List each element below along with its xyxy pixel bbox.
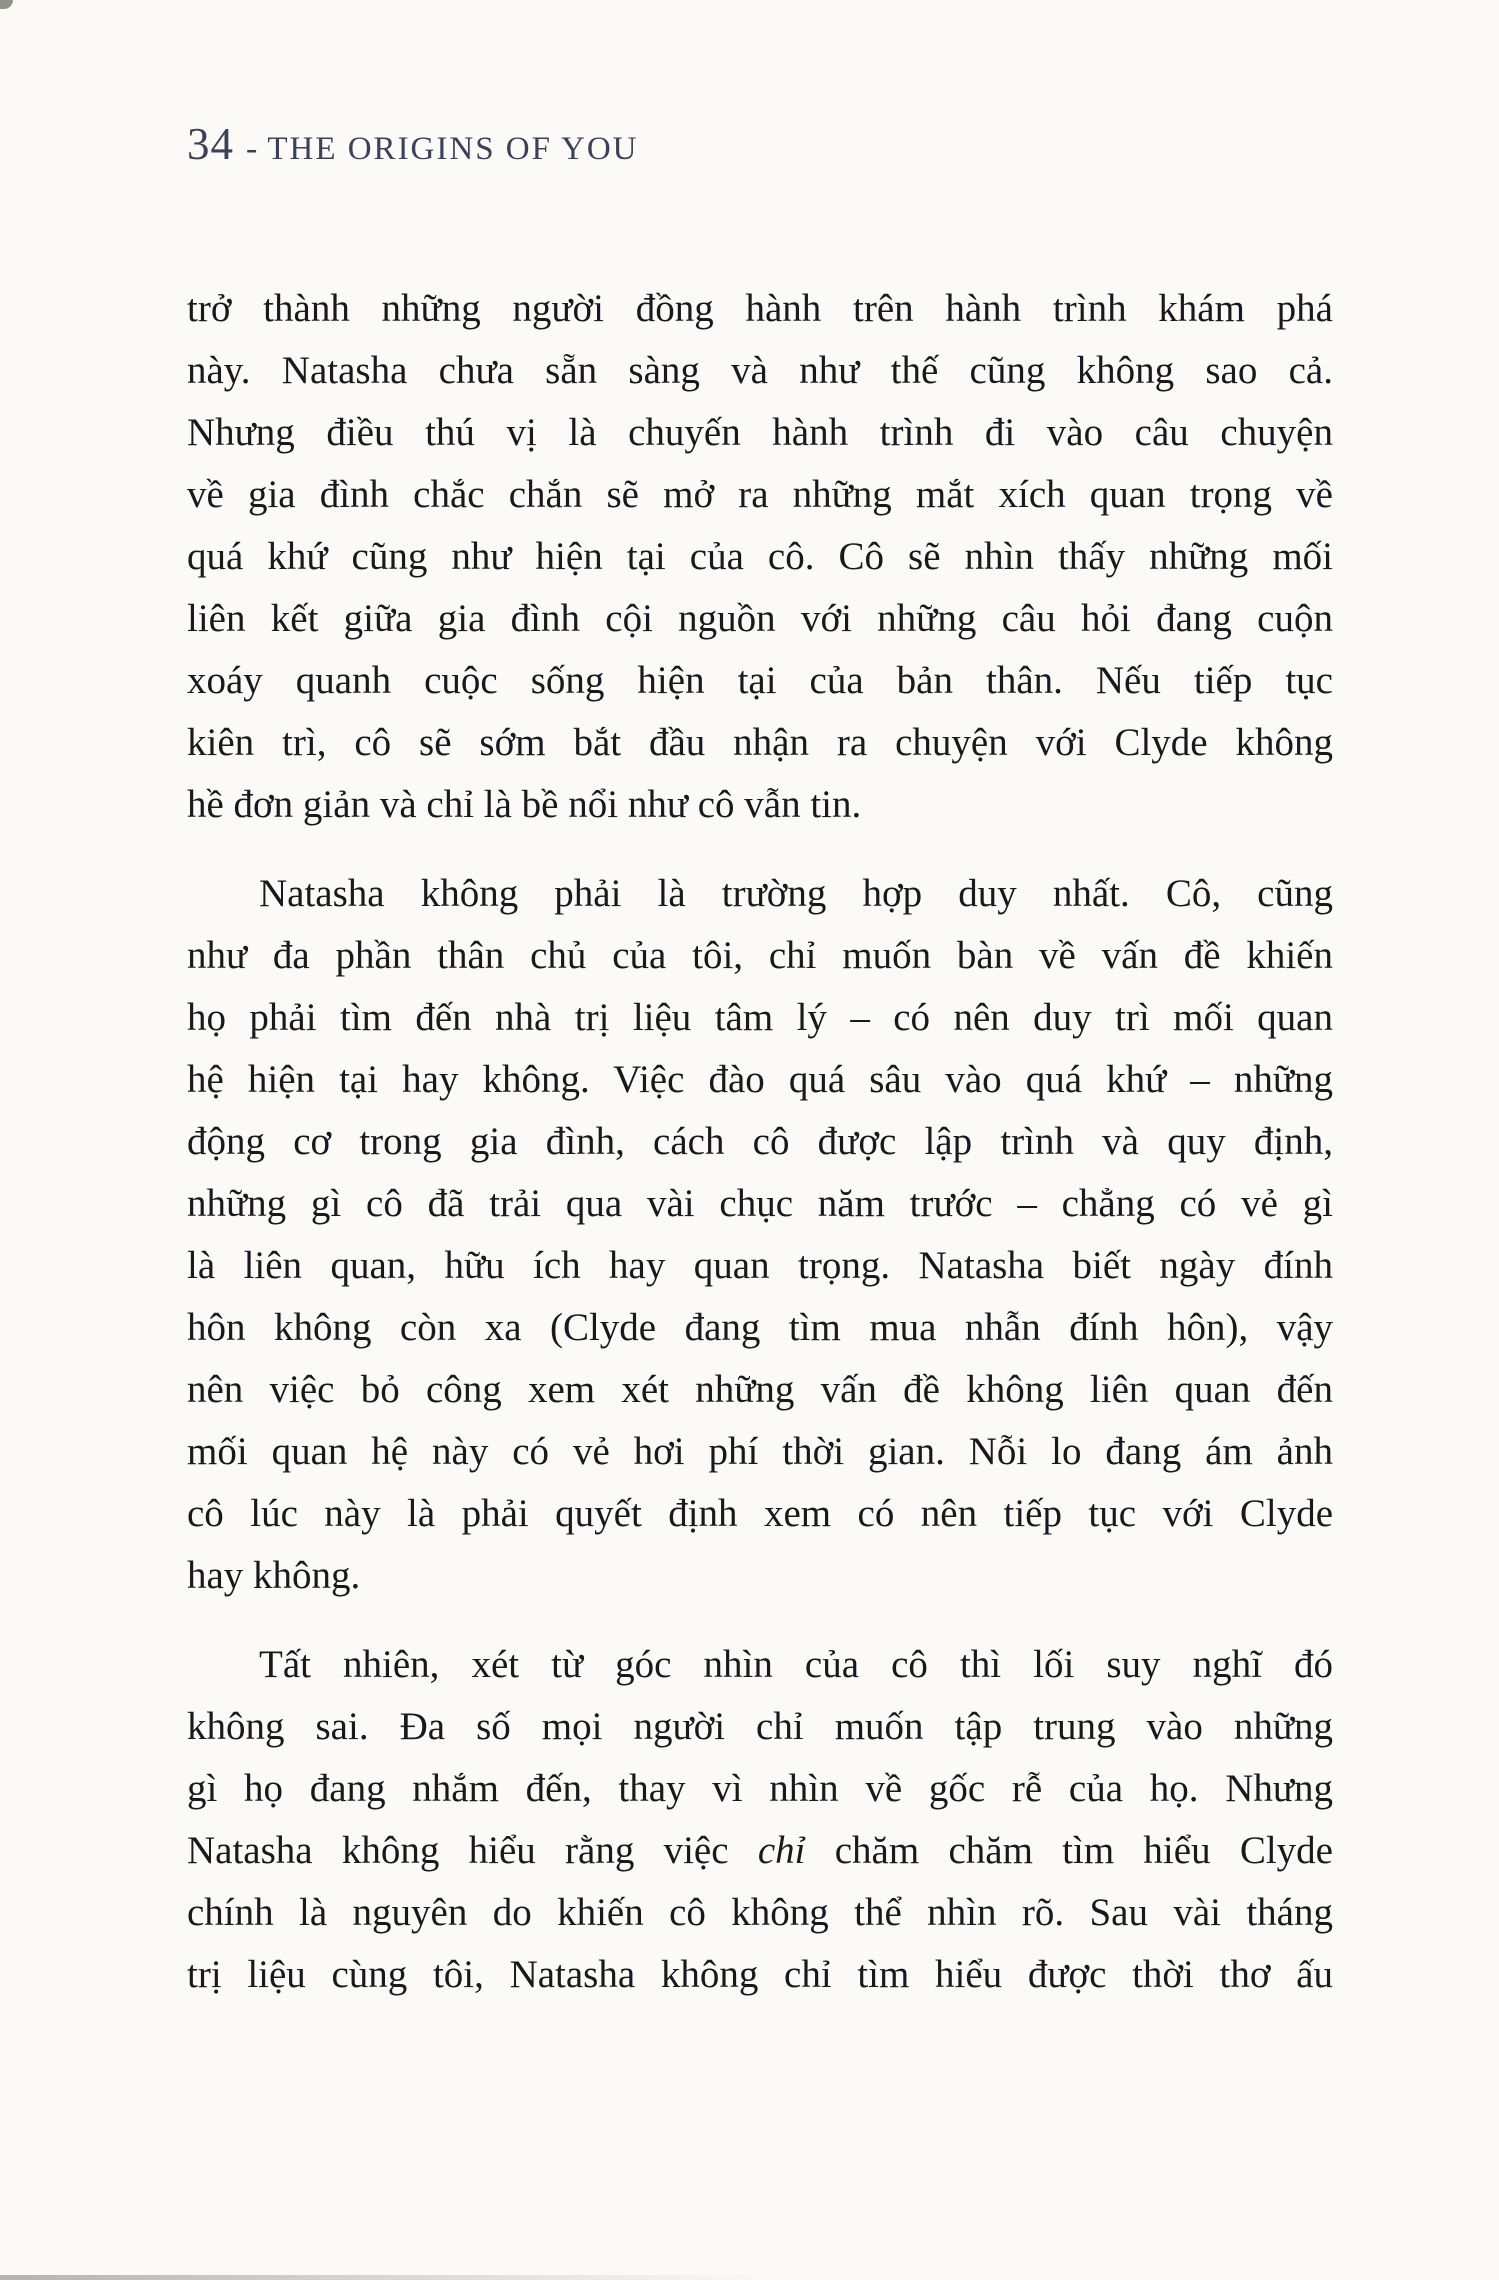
header-separator: -: [246, 130, 258, 167]
text-line: trở thành những người đồng hành trên hành trình khám phá: [187, 287, 1333, 330]
text-segment: chăm chăm tìm hiểu Clyde: [805, 1829, 1333, 1872]
text-line: [187, 1820, 1333, 1882]
text-line: hệ hiện tại hay không. Việc đào quá sâu vào quá khứ – những: [187, 1058, 1333, 1101]
text-line: Nhưng điều thú vị là chuyến hành trình đi vào câu chuyện: [187, 411, 1333, 454]
text-line: cô lúc này là phải quyết định xem có nên tiếp tục với Clyde: [187, 1492, 1333, 1535]
body-text: [187, 278, 1333, 2006]
running-head-title: THE ORIGINS OF YOU: [267, 131, 639, 167]
text-line: mối quan hệ này có vẻ hơi phí thời gian. Nỗi lo đang ám ảnh: [187, 1430, 1333, 1473]
text-line: chính là nguyên do khiến cô không thể nhìn rõ. Sau vài tháng: [187, 1891, 1333, 1934]
text-line: hôn không còn xa (Clyde đang tìm mua nhẫn đính hôn), vậy: [187, 1306, 1333, 1349]
scan-artifact-corner: [0, 0, 13, 9]
paragraph-1: [187, 278, 1333, 836]
page-number: 34: [187, 119, 234, 169]
text-line: hay không.: [187, 1554, 361, 1597]
text-line: nên việc bỏ công xem xét những vấn đề không liên quan đến: [187, 1368, 1333, 1411]
text-line: Natasha không phải là trường hợp duy nhất. Cô, cũng: [259, 872, 1333, 915]
text-line: những gì cô đã trải qua vài chục năm trước – chẳng có vẻ gì: [187, 1182, 1333, 1225]
paragraph-2: [187, 863, 1333, 1607]
text-line: họ phải tìm đến nhà trị liệu tâm lý – có nên duy trì mối quan: [187, 996, 1333, 1039]
scan-artifact-bottom-edge: [0, 2275, 770, 2280]
text-line: Tất nhiên, xét từ góc nhìn của cô thì lối suy nghĩ đó: [259, 1643, 1333, 1686]
text-line: này. Natasha chưa sẵn sàng và như thế cũng không sao cả.: [187, 349, 1333, 392]
text-line: trị liệu cùng tôi, Natasha không chỉ tìm hiểu được thời thơ ấu: [187, 1953, 1333, 1996]
text-line: quá khứ cũng như hiện tại của cô. Cô sẽ nhìn thấy những mối: [187, 535, 1333, 578]
text-line: động cơ trong gia đình, cách cô được lập trình và quy định,: [187, 1120, 1333, 1163]
text-line: liên kết giữa gia đình cội nguồn với những câu hỏi đang cuộn: [187, 597, 1333, 640]
text-line: như đa phần thân chủ của tôi, chỉ muốn bàn về vấn đề khiến: [187, 934, 1333, 977]
text-line: là liên quan, hữu ích hay quan trọng. Natasha biết ngày đính: [187, 1244, 1333, 1287]
text-line: kiên trì, cô sẽ sớm bắt đầu nhận ra chuyện với Clyde không: [187, 721, 1333, 764]
paragraph-3: [187, 1634, 1333, 2006]
text-line: về gia đình chắc chắn sẽ mở ra những mắt xích quan trọng về: [187, 473, 1333, 516]
text-segment: Natasha không hiểu rằng việc: [187, 1829, 758, 1872]
text-line: không sai. Đa số mọi người chỉ muốn tập trung vào những: [187, 1705, 1333, 1748]
text-line: hề đơn giản và chỉ là bề nổi như cô vẫn tin.: [187, 783, 862, 826]
text-line: gì họ đang nhắm đến, thay vì nhìn về gốc rễ của họ. Nhưng: [187, 1767, 1333, 1810]
text-line: xoáy quanh cuộc sống hiện tại của bản thân. Nếu tiếp tục: [187, 659, 1333, 702]
italic-word: chỉ: [757, 1829, 806, 1872]
page-header: [187, 118, 639, 170]
